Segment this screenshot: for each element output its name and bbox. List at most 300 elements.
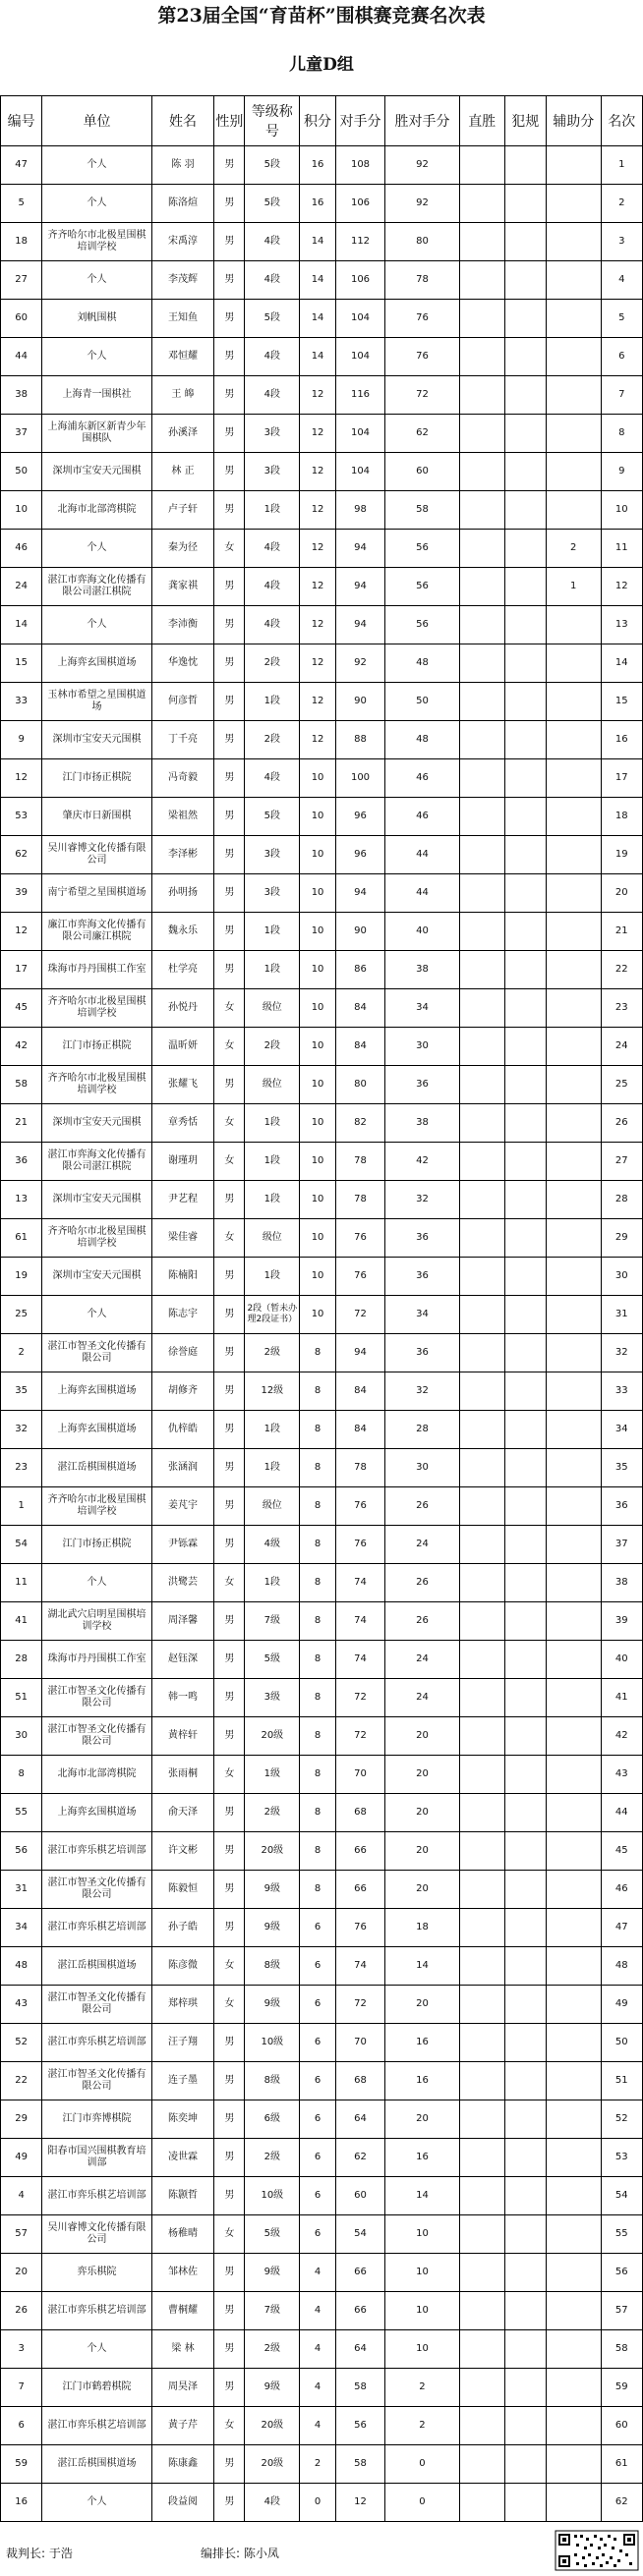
table-row	[1, 1641, 643, 1679]
cell-name: 张雨桐	[151, 1756, 214, 1794]
cell-wopp: 48	[385, 721, 460, 759]
cell-gender: 女	[214, 1947, 245, 1986]
cell-foul	[504, 913, 546, 951]
cell-wopp: 72	[385, 376, 460, 415]
cell-aux	[546, 338, 601, 376]
cell-points: 6	[300, 1909, 336, 1947]
table-row	[1, 1564, 643, 1602]
cell-wopp: 34	[385, 989, 460, 1028]
cell-direct	[459, 2062, 504, 2100]
qr-code-icon	[555, 2530, 639, 2571]
cell-no: 45	[1, 989, 42, 1028]
cell-foul	[504, 2292, 546, 2330]
cell-level: 9级	[245, 1909, 300, 1947]
cell-foul	[504, 759, 546, 798]
cell-opp: 74	[335, 1602, 384, 1641]
cell-direct	[459, 683, 504, 721]
table-row	[1, 1104, 643, 1143]
cell-aux	[546, 415, 601, 453]
cell-foul	[504, 415, 546, 453]
cell-no: 2	[1, 1334, 42, 1372]
cell-gender: 男	[214, 836, 245, 874]
cell-level: 6级	[245, 2100, 300, 2139]
cell-direct	[459, 1756, 504, 1794]
cell-foul	[504, 1143, 546, 1181]
table-row	[1, 1487, 643, 1526]
cell-rank: 7	[601, 376, 642, 415]
group-title: 儿童D组	[289, 55, 354, 75]
cell-wopp: 56	[385, 606, 460, 644]
cell-wopp: 26	[385, 1487, 460, 1526]
col-header-name: 姓名	[151, 96, 214, 146]
cell-gender: 男	[214, 491, 245, 530]
cell-direct	[459, 2177, 504, 2215]
cell-aux	[546, 1947, 601, 1986]
cell-level: 2段	[245, 644, 300, 683]
cell-gender: 男	[214, 2445, 245, 2484]
cell-opp: 106	[335, 261, 384, 300]
cell-unit: 个人	[42, 2484, 151, 2522]
cell-name: 陈志宇	[151, 1296, 214, 1334]
cell-level: 20级	[245, 1832, 300, 1871]
cell-points: 8	[300, 1526, 336, 1564]
cell-wopp: 18	[385, 1909, 460, 1947]
cell-name: 王知鱼	[151, 300, 214, 338]
cell-points: 8	[300, 1372, 336, 1411]
cell-gender: 男	[214, 185, 245, 223]
cell-rank: 20	[601, 874, 642, 913]
table-row	[1, 2062, 643, 2100]
cell-level: 4段	[245, 376, 300, 415]
cell-foul	[504, 721, 546, 759]
cell-foul	[504, 836, 546, 874]
cell-wopp: 50	[385, 683, 460, 721]
cell-no: 6	[1, 2407, 42, 2445]
cell-direct	[459, 185, 504, 223]
cell-unit: 湛江市弈乐棋艺培训部	[42, 2024, 151, 2062]
cell-direct	[459, 2254, 504, 2292]
table-row	[1, 2445, 643, 2484]
cell-no: 26	[1, 2292, 42, 2330]
cell-name: 王 皞	[151, 376, 214, 415]
cell-level: 2级	[245, 1794, 300, 1832]
cell-level: 10级	[245, 2024, 300, 2062]
page-title: 第23届全国“育苗杯”围棋赛竞赛名次表	[157, 5, 486, 27]
table-row	[1, 530, 643, 568]
cell-name: 陈颢哲	[151, 2177, 214, 2215]
table-row	[1, 2369, 643, 2407]
cell-no: 54	[1, 1526, 42, 1564]
cell-direct	[459, 1871, 504, 1909]
cell-gender: 男	[214, 300, 245, 338]
cell-aux	[546, 1449, 601, 1487]
cell-name: 凌世霖	[151, 2139, 214, 2177]
cell-aux	[546, 2100, 601, 2139]
cell-foul	[504, 1679, 546, 1717]
cell-points: 0	[300, 2484, 336, 2522]
cell-level: 1段	[245, 951, 300, 989]
table-row	[1, 300, 643, 338]
cell-direct	[459, 453, 504, 491]
cell-points: 8	[300, 1411, 336, 1449]
table-row	[1, 1028, 643, 1066]
cell-no: 18	[1, 223, 42, 261]
cell-wopp: 20	[385, 1986, 460, 2024]
cell-opp: 64	[335, 2330, 384, 2369]
cell-name: 汪子翔	[151, 2024, 214, 2062]
cell-wopp: 26	[385, 1564, 460, 1602]
cell-no: 56	[1, 1832, 42, 1871]
cell-no: 11	[1, 1564, 42, 1602]
cell-aux	[546, 1219, 601, 1258]
cell-opp: 84	[335, 1411, 384, 1449]
cell-unit: 个人	[42, 338, 151, 376]
cell-points: 8	[300, 1449, 336, 1487]
cell-level: 1段	[245, 1564, 300, 1602]
cell-points: 4	[300, 2407, 336, 2445]
cell-rank: 36	[601, 1487, 642, 1526]
cell-gender: 女	[214, 2407, 245, 2445]
cell-opp: 66	[335, 1871, 384, 1909]
cell-unit: 珠海市丹丹围棋工作室	[42, 1641, 151, 1679]
cell-gender: 男	[214, 2369, 245, 2407]
cell-unit: 江门市扬正棋院	[42, 1526, 151, 1564]
cell-level: 1段	[245, 491, 300, 530]
cell-no: 21	[1, 1104, 42, 1143]
cell-aux	[546, 1756, 601, 1794]
cell-foul	[504, 951, 546, 989]
cell-opp: 58	[335, 2369, 384, 2407]
cell-no: 62	[1, 836, 42, 874]
cell-foul	[504, 874, 546, 913]
cell-level: 4级	[245, 1526, 300, 1564]
cell-level: 1段	[245, 1104, 300, 1143]
cell-name: 洪鹭芸	[151, 1564, 214, 1602]
cell-no: 59	[1, 2445, 42, 2484]
cell-gender: 男	[214, 338, 245, 376]
cell-rank: 4	[601, 261, 642, 300]
cell-unit: 上海青一围棋社	[42, 376, 151, 415]
cell-points: 10	[300, 1028, 336, 1066]
cell-aux	[546, 1602, 601, 1641]
cell-points: 10	[300, 1258, 336, 1296]
cell-foul	[504, 1372, 546, 1411]
cell-level: 2级	[245, 2139, 300, 2177]
cell-wopp: 28	[385, 1411, 460, 1449]
cell-wopp: 56	[385, 568, 460, 606]
cell-direct	[459, 874, 504, 913]
cell-points: 6	[300, 2177, 336, 2215]
cell-foul	[504, 1296, 546, 1334]
cell-points: 14	[300, 338, 336, 376]
cell-level: 10级	[245, 2177, 300, 2215]
cell-level: 12级	[245, 1372, 300, 1411]
cell-wopp: 36	[385, 1219, 460, 1258]
cell-gender: 男	[214, 415, 245, 453]
table-row	[1, 415, 643, 453]
cell-no: 32	[1, 1411, 42, 1449]
chief-referee: 裁判长: 于浩	[6, 2547, 73, 2560]
cell-aux	[546, 1143, 601, 1181]
cell-points: 10	[300, 836, 336, 874]
cell-name: 陈洛煊	[151, 185, 214, 223]
cell-foul	[504, 798, 546, 836]
table-row	[1, 453, 643, 491]
cell-gender: 男	[214, 1296, 245, 1334]
col-header-opp: 对手分	[335, 96, 384, 146]
cell-level: 5段	[245, 300, 300, 338]
cell-aux	[546, 606, 601, 644]
cell-name: 杜学亮	[151, 951, 214, 989]
table-row	[1, 2177, 643, 2215]
cell-unit: 齐齐哈尔市北极星围棋培训学校	[42, 223, 151, 261]
col-header-foul: 犯规	[504, 96, 546, 146]
cell-direct	[459, 415, 504, 453]
cell-aux: 2	[546, 530, 601, 568]
cell-name: 卢子轩	[151, 491, 214, 530]
cell-unit: 吴川睿博文化传播有限公司	[42, 836, 151, 874]
cell-gender: 男	[214, 2177, 245, 2215]
cell-aux	[546, 2254, 601, 2292]
cell-name: 温昕妍	[151, 1028, 214, 1066]
cell-level: 级位	[245, 1066, 300, 1104]
cell-name: 张耀飞	[151, 1066, 214, 1104]
cell-foul	[504, 2369, 546, 2407]
cell-wopp: 44	[385, 836, 460, 874]
cell-points: 12	[300, 606, 336, 644]
cell-direct	[459, 1794, 504, 1832]
cell-unit: 湛江市弈乐棋艺培训部	[42, 2292, 151, 2330]
cell-level: 4段	[245, 2484, 300, 2522]
table-row	[1, 874, 643, 913]
table-row	[1, 568, 643, 606]
cell-level: 2级	[245, 1334, 300, 1372]
cell-opp: 76	[335, 1487, 384, 1526]
table-row	[1, 2484, 643, 2522]
cell-rank: 8	[601, 415, 642, 453]
cell-unit: 齐齐哈尔市北极星围棋培训学校	[42, 1487, 151, 1526]
cell-rank: 10	[601, 491, 642, 530]
cell-wopp: 16	[385, 2024, 460, 2062]
cell-direct	[459, 1679, 504, 1717]
cell-opp: 54	[335, 2215, 384, 2254]
cell-rank: 38	[601, 1564, 642, 1602]
cell-points: 14	[300, 223, 336, 261]
cell-wopp: 36	[385, 1066, 460, 1104]
cell-aux	[546, 261, 601, 300]
cell-unit: 江门市扬正棋院	[42, 1028, 151, 1066]
col-header-wopp: 胜对手分	[385, 96, 460, 146]
cell-name: 郑梓琪	[151, 1986, 214, 2024]
cell-points: 6	[300, 2062, 336, 2100]
cell-points: 12	[300, 568, 336, 606]
cell-opp: 86	[335, 951, 384, 989]
cell-gender: 男	[214, 2100, 245, 2139]
cell-wopp: 24	[385, 1641, 460, 1679]
table-row	[1, 913, 643, 951]
cell-level: 3级	[245, 1679, 300, 1717]
cell-no: 9	[1, 721, 42, 759]
cell-no: 43	[1, 1986, 42, 2024]
cell-opp: 78	[335, 1181, 384, 1219]
cell-level: 4段	[245, 606, 300, 644]
cell-no: 44	[1, 338, 42, 376]
cell-rank: 30	[601, 1258, 642, 1296]
cell-wopp: 36	[385, 1334, 460, 1372]
cell-rank: 60	[601, 2407, 642, 2445]
cell-direct	[459, 1143, 504, 1181]
cell-name: 梁 林	[151, 2330, 214, 2369]
cell-points: 8	[300, 1679, 336, 1717]
table-row	[1, 1219, 643, 1258]
cell-gender: 男	[214, 261, 245, 300]
cell-points: 10	[300, 798, 336, 836]
table-row	[1, 721, 643, 759]
cell-no: 55	[1, 1794, 42, 1832]
cell-foul	[504, 1411, 546, 1449]
table-row	[1, 376, 643, 415]
cell-unit: 北海市北部湾棋院	[42, 491, 151, 530]
cell-direct	[459, 836, 504, 874]
cell-no: 49	[1, 2139, 42, 2177]
cell-name: 秦为径	[151, 530, 214, 568]
cell-direct	[459, 1066, 504, 1104]
cell-no: 17	[1, 951, 42, 989]
cell-opp: 78	[335, 1143, 384, 1181]
cell-unit: 肇庆市日新围棋	[42, 798, 151, 836]
table-row	[1, 1181, 643, 1219]
cell-name: 徐誉庭	[151, 1334, 214, 1372]
cell-gender: 女	[214, 989, 245, 1028]
cell-gender: 女	[214, 530, 245, 568]
cell-unit: 个人	[42, 185, 151, 223]
cell-gender: 男	[214, 644, 245, 683]
col-header-gender: 性别	[214, 96, 245, 146]
cell-name: 连子墨	[151, 2062, 214, 2100]
cell-wopp: 10	[385, 2330, 460, 2369]
cell-unit: 阳春市国兴围棋教育培训部	[42, 2139, 151, 2177]
cell-rank: 57	[601, 2292, 642, 2330]
cell-no: 57	[1, 2215, 42, 2254]
cell-no: 61	[1, 1219, 42, 1258]
cell-points: 8	[300, 1717, 336, 1756]
cell-name: 孙悦丹	[151, 989, 214, 1028]
cell-unit: 刘帆围棋	[42, 300, 151, 338]
cell-gender: 女	[214, 1564, 245, 1602]
cell-direct	[459, 530, 504, 568]
cell-foul	[504, 1449, 546, 1487]
cell-no: 60	[1, 300, 42, 338]
footer	[0, 2540, 643, 2576]
cell-gender: 男	[214, 2062, 245, 2100]
cell-rank: 29	[601, 1219, 642, 1258]
cell-direct	[459, 338, 504, 376]
cell-points: 8	[300, 1334, 336, 1372]
cell-no: 4	[1, 2177, 42, 2215]
cell-rank: 55	[601, 2215, 642, 2254]
cell-name: 尹铄霖	[151, 1526, 214, 1564]
cell-aux	[546, 2484, 601, 2522]
cell-unit: 个人	[42, 1296, 151, 1334]
cell-aux	[546, 1181, 601, 1219]
cell-points: 16	[300, 146, 336, 185]
cell-name: 梁佳睿	[151, 1219, 214, 1258]
cell-direct	[459, 1411, 504, 1449]
cell-aux	[546, 223, 601, 261]
cell-level: 5段	[245, 146, 300, 185]
cell-no: 8	[1, 1756, 42, 1794]
cell-rank: 6	[601, 338, 642, 376]
cell-gender: 男	[214, 1258, 245, 1296]
cell-points: 6	[300, 2100, 336, 2139]
col-header-level: 等级称号	[245, 96, 300, 146]
cell-points: 4	[300, 2254, 336, 2292]
cell-name: 陈彦微	[151, 1947, 214, 1986]
cell-name: 尹艺程	[151, 1181, 214, 1219]
cell-rank: 2	[601, 185, 642, 223]
cell-no: 13	[1, 1181, 42, 1219]
cell-no: 3	[1, 2330, 42, 2369]
cell-direct	[459, 1258, 504, 1296]
table-row	[1, 2254, 643, 2292]
col-header-no: 编号	[1, 96, 42, 146]
cell-foul	[504, 2330, 546, 2369]
cell-wopp: 36	[385, 1258, 460, 1296]
cell-gender: 女	[214, 1986, 245, 2024]
cell-direct	[459, 1526, 504, 1564]
cell-name: 邓恒耀	[151, 338, 214, 376]
cell-no: 34	[1, 1909, 42, 1947]
cell-rank: 14	[601, 644, 642, 683]
cell-unit: 湛江市弈乐棋艺培训部	[42, 1832, 151, 1871]
cell-unit: 上海弈玄围棋道场	[42, 1411, 151, 1449]
cell-foul	[504, 2062, 546, 2100]
cell-wopp: 10	[385, 2254, 460, 2292]
results-body	[1, 146, 643, 2522]
cell-level: 级位	[245, 989, 300, 1028]
cell-wopp: 32	[385, 1372, 460, 1411]
cell-aux	[546, 1372, 601, 1411]
cell-foul	[504, 2100, 546, 2139]
cell-points: 10	[300, 1066, 336, 1104]
table-row	[1, 683, 643, 721]
cell-opp: 60	[335, 2177, 384, 2215]
cell-unit: 深圳市宝安天元围棋	[42, 1258, 151, 1296]
cell-level: 2段	[245, 721, 300, 759]
cell-rank: 39	[601, 1602, 642, 1641]
cell-points: 8	[300, 1832, 336, 1871]
cell-points: 12	[300, 453, 336, 491]
cell-no: 52	[1, 2024, 42, 2062]
cell-rank: 21	[601, 913, 642, 951]
cell-foul	[504, 2445, 546, 2484]
cell-gender: 男	[214, 1449, 245, 1487]
cell-gender: 女	[214, 1028, 245, 1066]
cell-aux	[546, 185, 601, 223]
cell-unit: 湛江岳棋围棋道场	[42, 1449, 151, 1487]
cell-wopp: 2	[385, 2369, 460, 2407]
cell-opp: 96	[335, 836, 384, 874]
cell-level: 20级	[245, 2407, 300, 2445]
cell-direct	[459, 606, 504, 644]
cell-gender: 男	[214, 951, 245, 989]
cell-no: 12	[1, 913, 42, 951]
cell-no: 1	[1, 1487, 42, 1526]
cell-points: 4	[300, 2292, 336, 2330]
cell-unit: 湛江市弈乐棋艺培训部	[42, 1909, 151, 1947]
cell-rank: 3	[601, 223, 642, 261]
cell-opp: 100	[335, 759, 384, 798]
